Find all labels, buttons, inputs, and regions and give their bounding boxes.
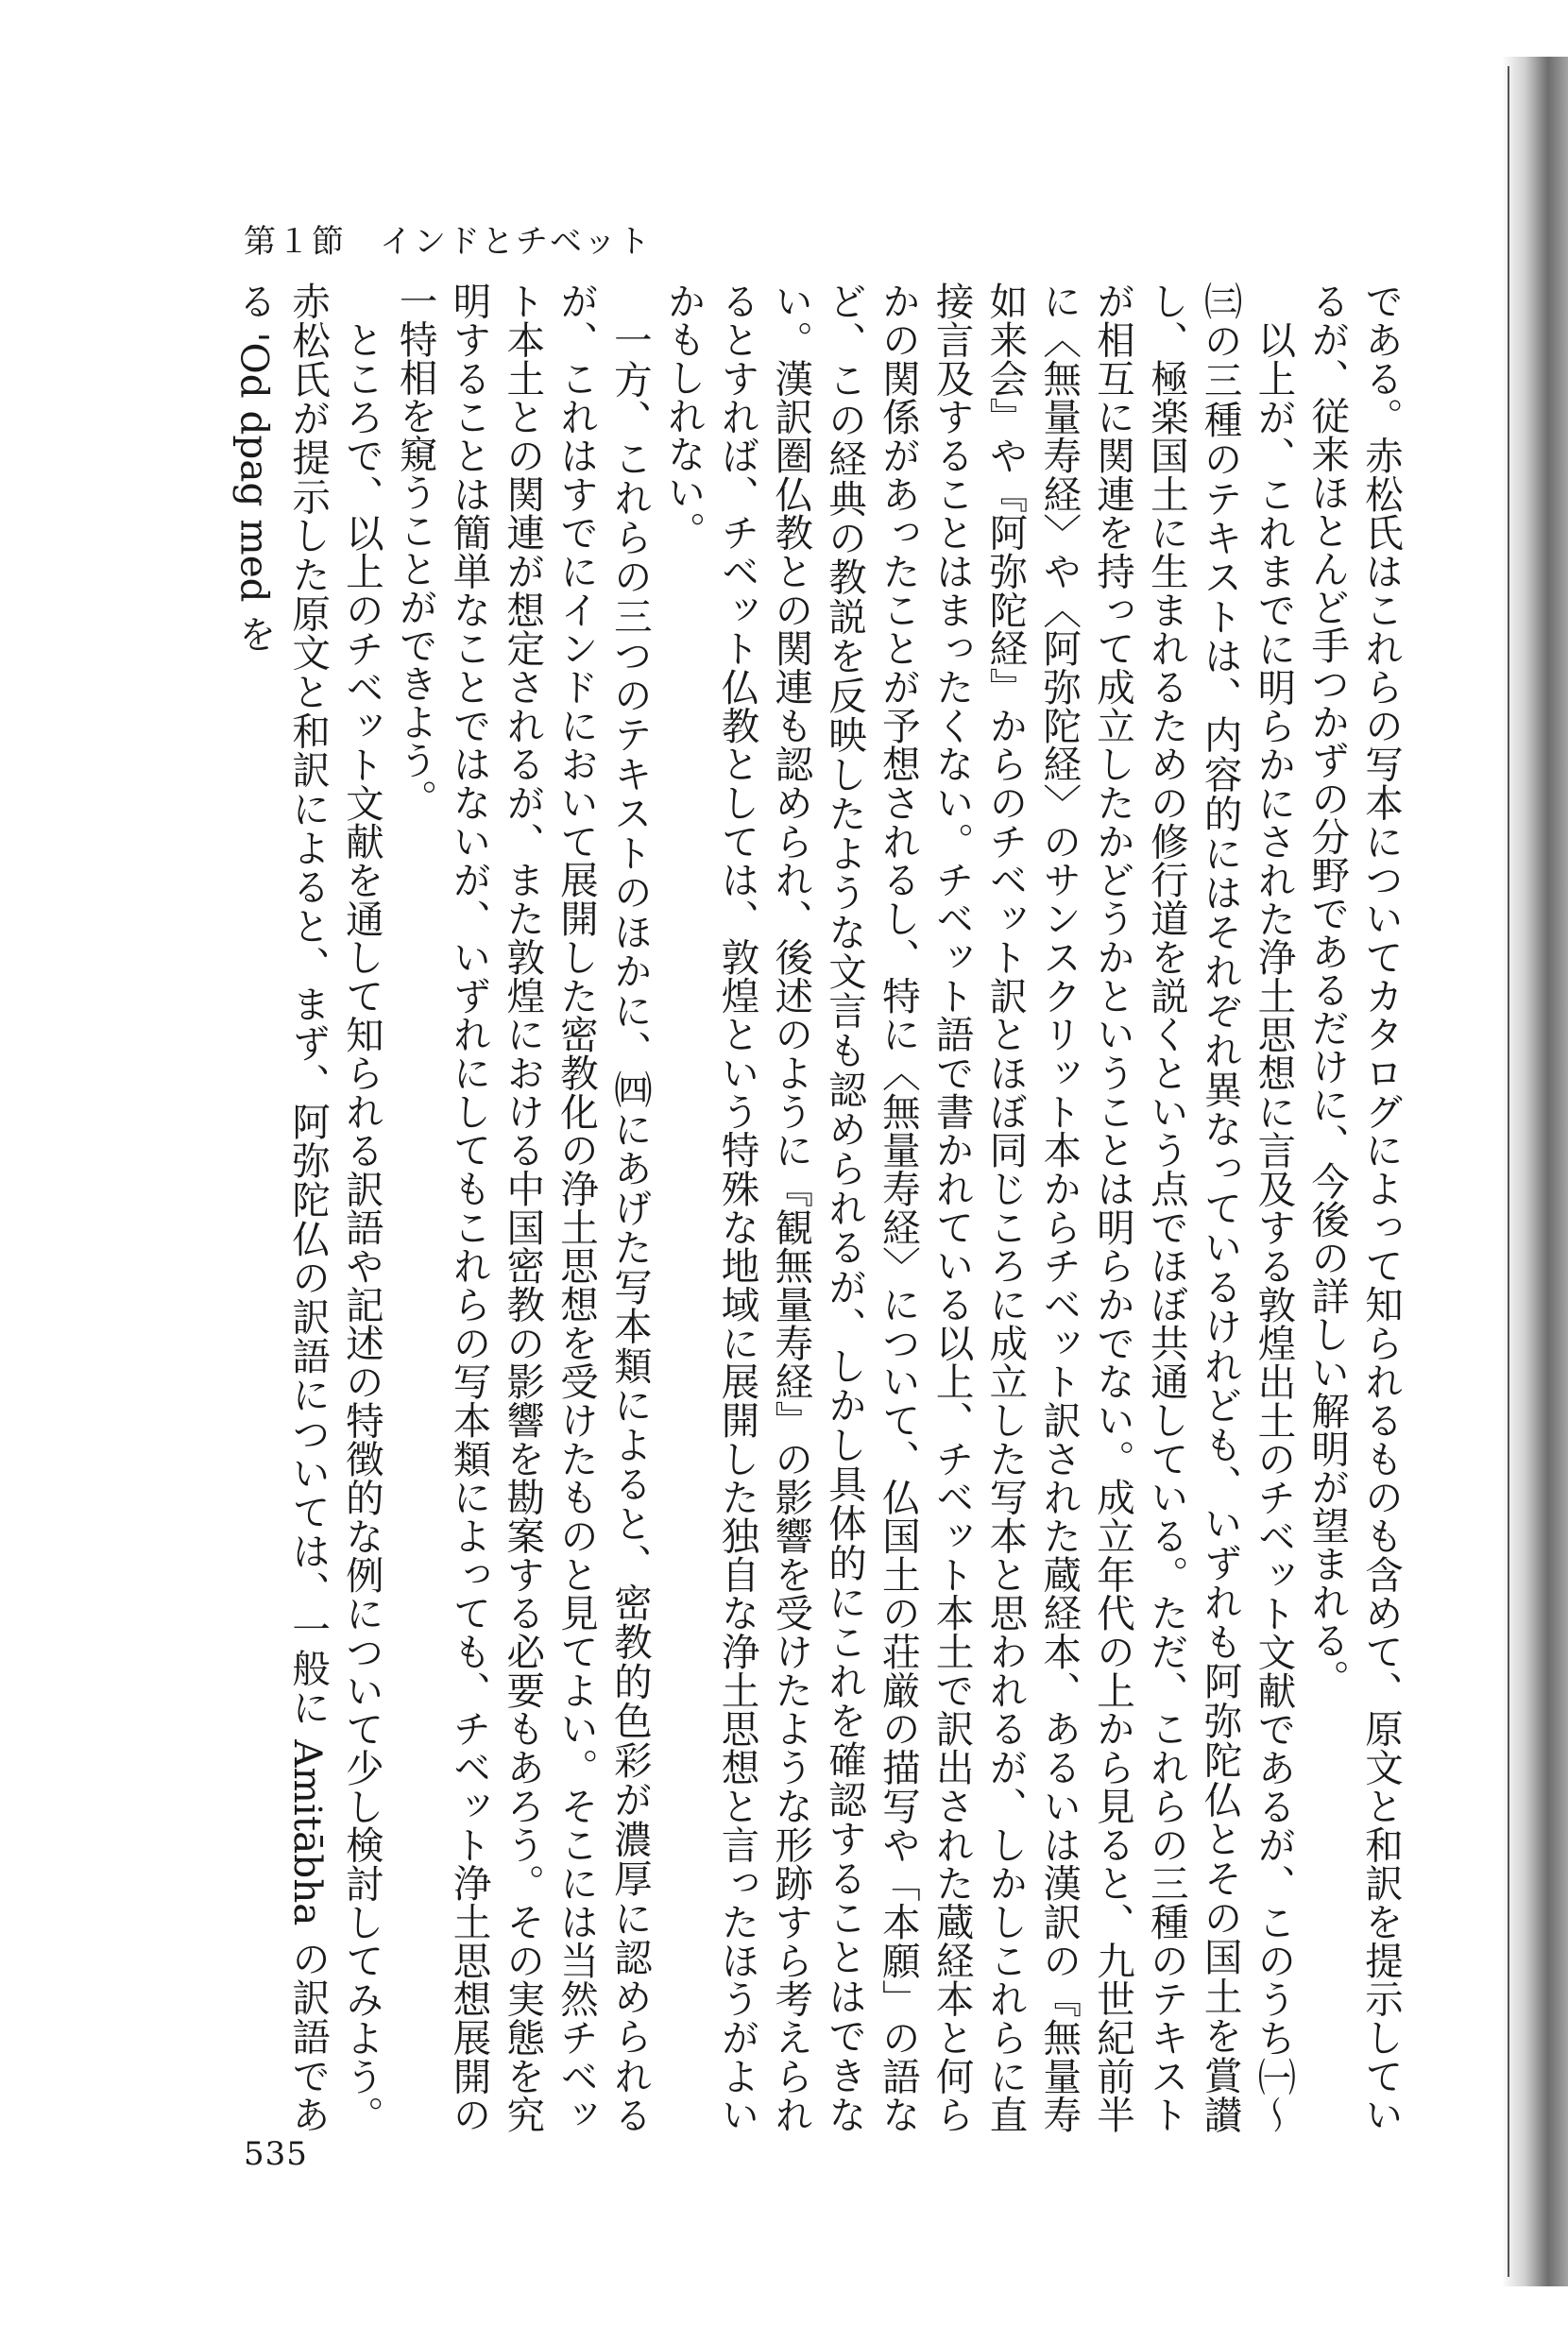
body-text — [217, 282, 1407, 2133]
paragraph-2: 以上が、これまでに明らかにされた浄土思想に言及する敦煌出土のチベット文献であるが、このうち㈠～㈢の三種のテキストは、内容的にはそれぞれ異なっているけれども、いずれも阿弥陀仏とその国土を賞讃し、極楽国土に生まれるための修行道を説くという点でほぼ共通している。ただ、これらの三種のテキストが相互に関連を持って成立したかどうかということは明らかでない。成立年代の上から見ると、九世紀前半に〈無量寿経〉や〈阿弥陀経〉のサンスクリット本からチベット訳された蔵経本、あるいは漢訳の『無量寿如来会』や『阿弥陀経』からのチベット訳とほぼ同じころに成立した写本と思われるが、しかしこれらに直接言及することはまったくない。チベット語で書かれている以上、チベット本土で訳出された蔵経本と何らかの関係があったことが予想されるし、特に〈無量寿経〉について、仏国土の荘厳の描写や「本願」の語など、この経典の教説を反映したような文言も認められるが、しかし具体的にこれを確認することはできない。漢訳圏仏教との関連も認められ、後述のように『観無量寿経』の影響を受けたような形跡すら考えられるとすれば、チベット仏教としては、敦煌という特殊な地域に展開した独自な浄土思想と言ったほうがよいかもしれない。 — [660, 282, 1297, 2134]
paragraph-1: である。赤松氏はこれらの写本についてカタログによって知られるものも含めて、原文と和訳を提示しているが、従来ほとんど手つかずの分野であるだけに、今後の詳しい解明が望まれる。 — [1304, 282, 1404, 2133]
paragraph-4: ところで、以上のチベット文献を通して知られる訳語や記述の特徴的な例について少し検討してみよう。赤松氏が提示した原文と和訳によると、まず、阿弥陀仏の訳語については、一般に Amitābha の訳語である 'Od dpag med を — [231, 282, 384, 2133]
paragraph-3: 一方、これらの三つのテキストのほかに、㈣にあげた写本類によると、密教的色彩が濃厚に認められるが、これはすでにインドにおいて展開した密教化の浄土思想を受けたものと見てよい。そこには当然チベット本土との関連が想定されるが、また敦煌における中国密教の影響を勘案する必要もあろう。その実態を究明することは簡単なことではないが、いずれにしてもこれらの写本類によっても、チベット浄土思想展開の一特相を窺うことができよう。 — [392, 282, 653, 2134]
running-head: 第１節 インドとチベット — [244, 223, 652, 261]
page-number: 535 — [244, 2135, 308, 2173]
page-edge-line — [1508, 66, 1509, 2277]
page-edge-shadow — [1502, 57, 1568, 2286]
